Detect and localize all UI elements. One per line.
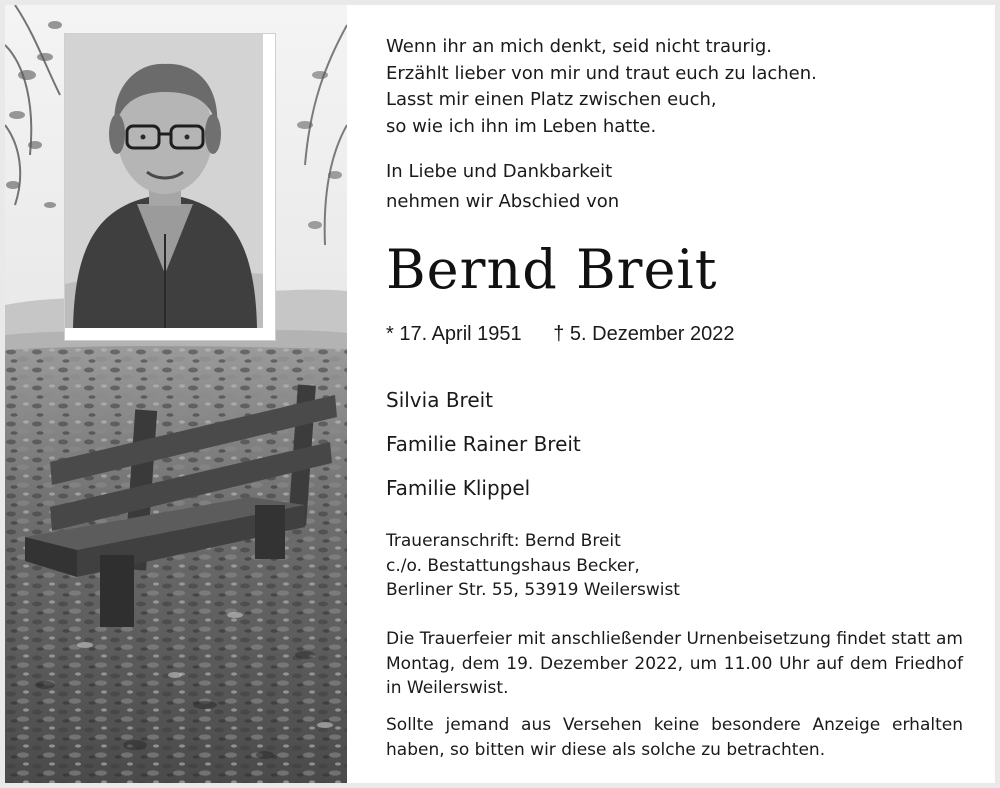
poem-line: Lasst mir einen Platz zwischen euch,: [386, 89, 717, 110]
address-line: Traueranschrift: Bernd Breit: [386, 531, 621, 551]
intro-text: [386, 157, 619, 217]
life-dates: [386, 323, 734, 346]
address-line: c./o. Bestattungshaus Becker,: [386, 555, 640, 576]
poem-line: so wie ich ihn im Leben hatte.: [386, 115, 657, 137]
portrait-illustration: [65, 34, 263, 328]
address-line: Berliner Str. 55, 53919 Weilerswist: [386, 580, 680, 600]
mourning-address: [386, 529, 680, 603]
intro-line: nehmen wir Abschied von: [386, 191, 620, 212]
mourner: Silvia Breit: [386, 388, 494, 412]
intro-line: In Liebe und Dankbarkeit: [386, 161, 613, 182]
poem-line: Erzählt lieber von mir und traut euch zu lachen.: [386, 62, 817, 84]
mourner: Familie Rainer Breit: [386, 432, 581, 456]
deceased-name: Bernd Breit: [386, 238, 718, 301]
birth-date: * 17. April 1951: [386, 323, 522, 345]
bench-landscape-photo: [5, 5, 347, 783]
death-date: † 5. Dezember 2022: [553, 323, 735, 345]
poem: [386, 34, 817, 140]
notice-info: Sollte jemand aus Versehen keine besondere Anzeige erhalten haben, so bitten wir diese als solche zu betrachten.: [386, 715, 963, 760]
poem-line: Wenn ihr an mich denkt, seid nicht traurig.: [386, 36, 772, 57]
obituary-card: [5, 5, 995, 783]
portrait-photo: [65, 34, 275, 340]
funeral-info: Die Trauerfeier mit anschließender Urnenbeisetzung findet statt am Montag, dem 19. Dezember 2022, um 11.00 Uhr auf dem Friedhof in Weilerswist.: [386, 629, 963, 698]
mourner: Familie Klippel: [386, 476, 531, 500]
